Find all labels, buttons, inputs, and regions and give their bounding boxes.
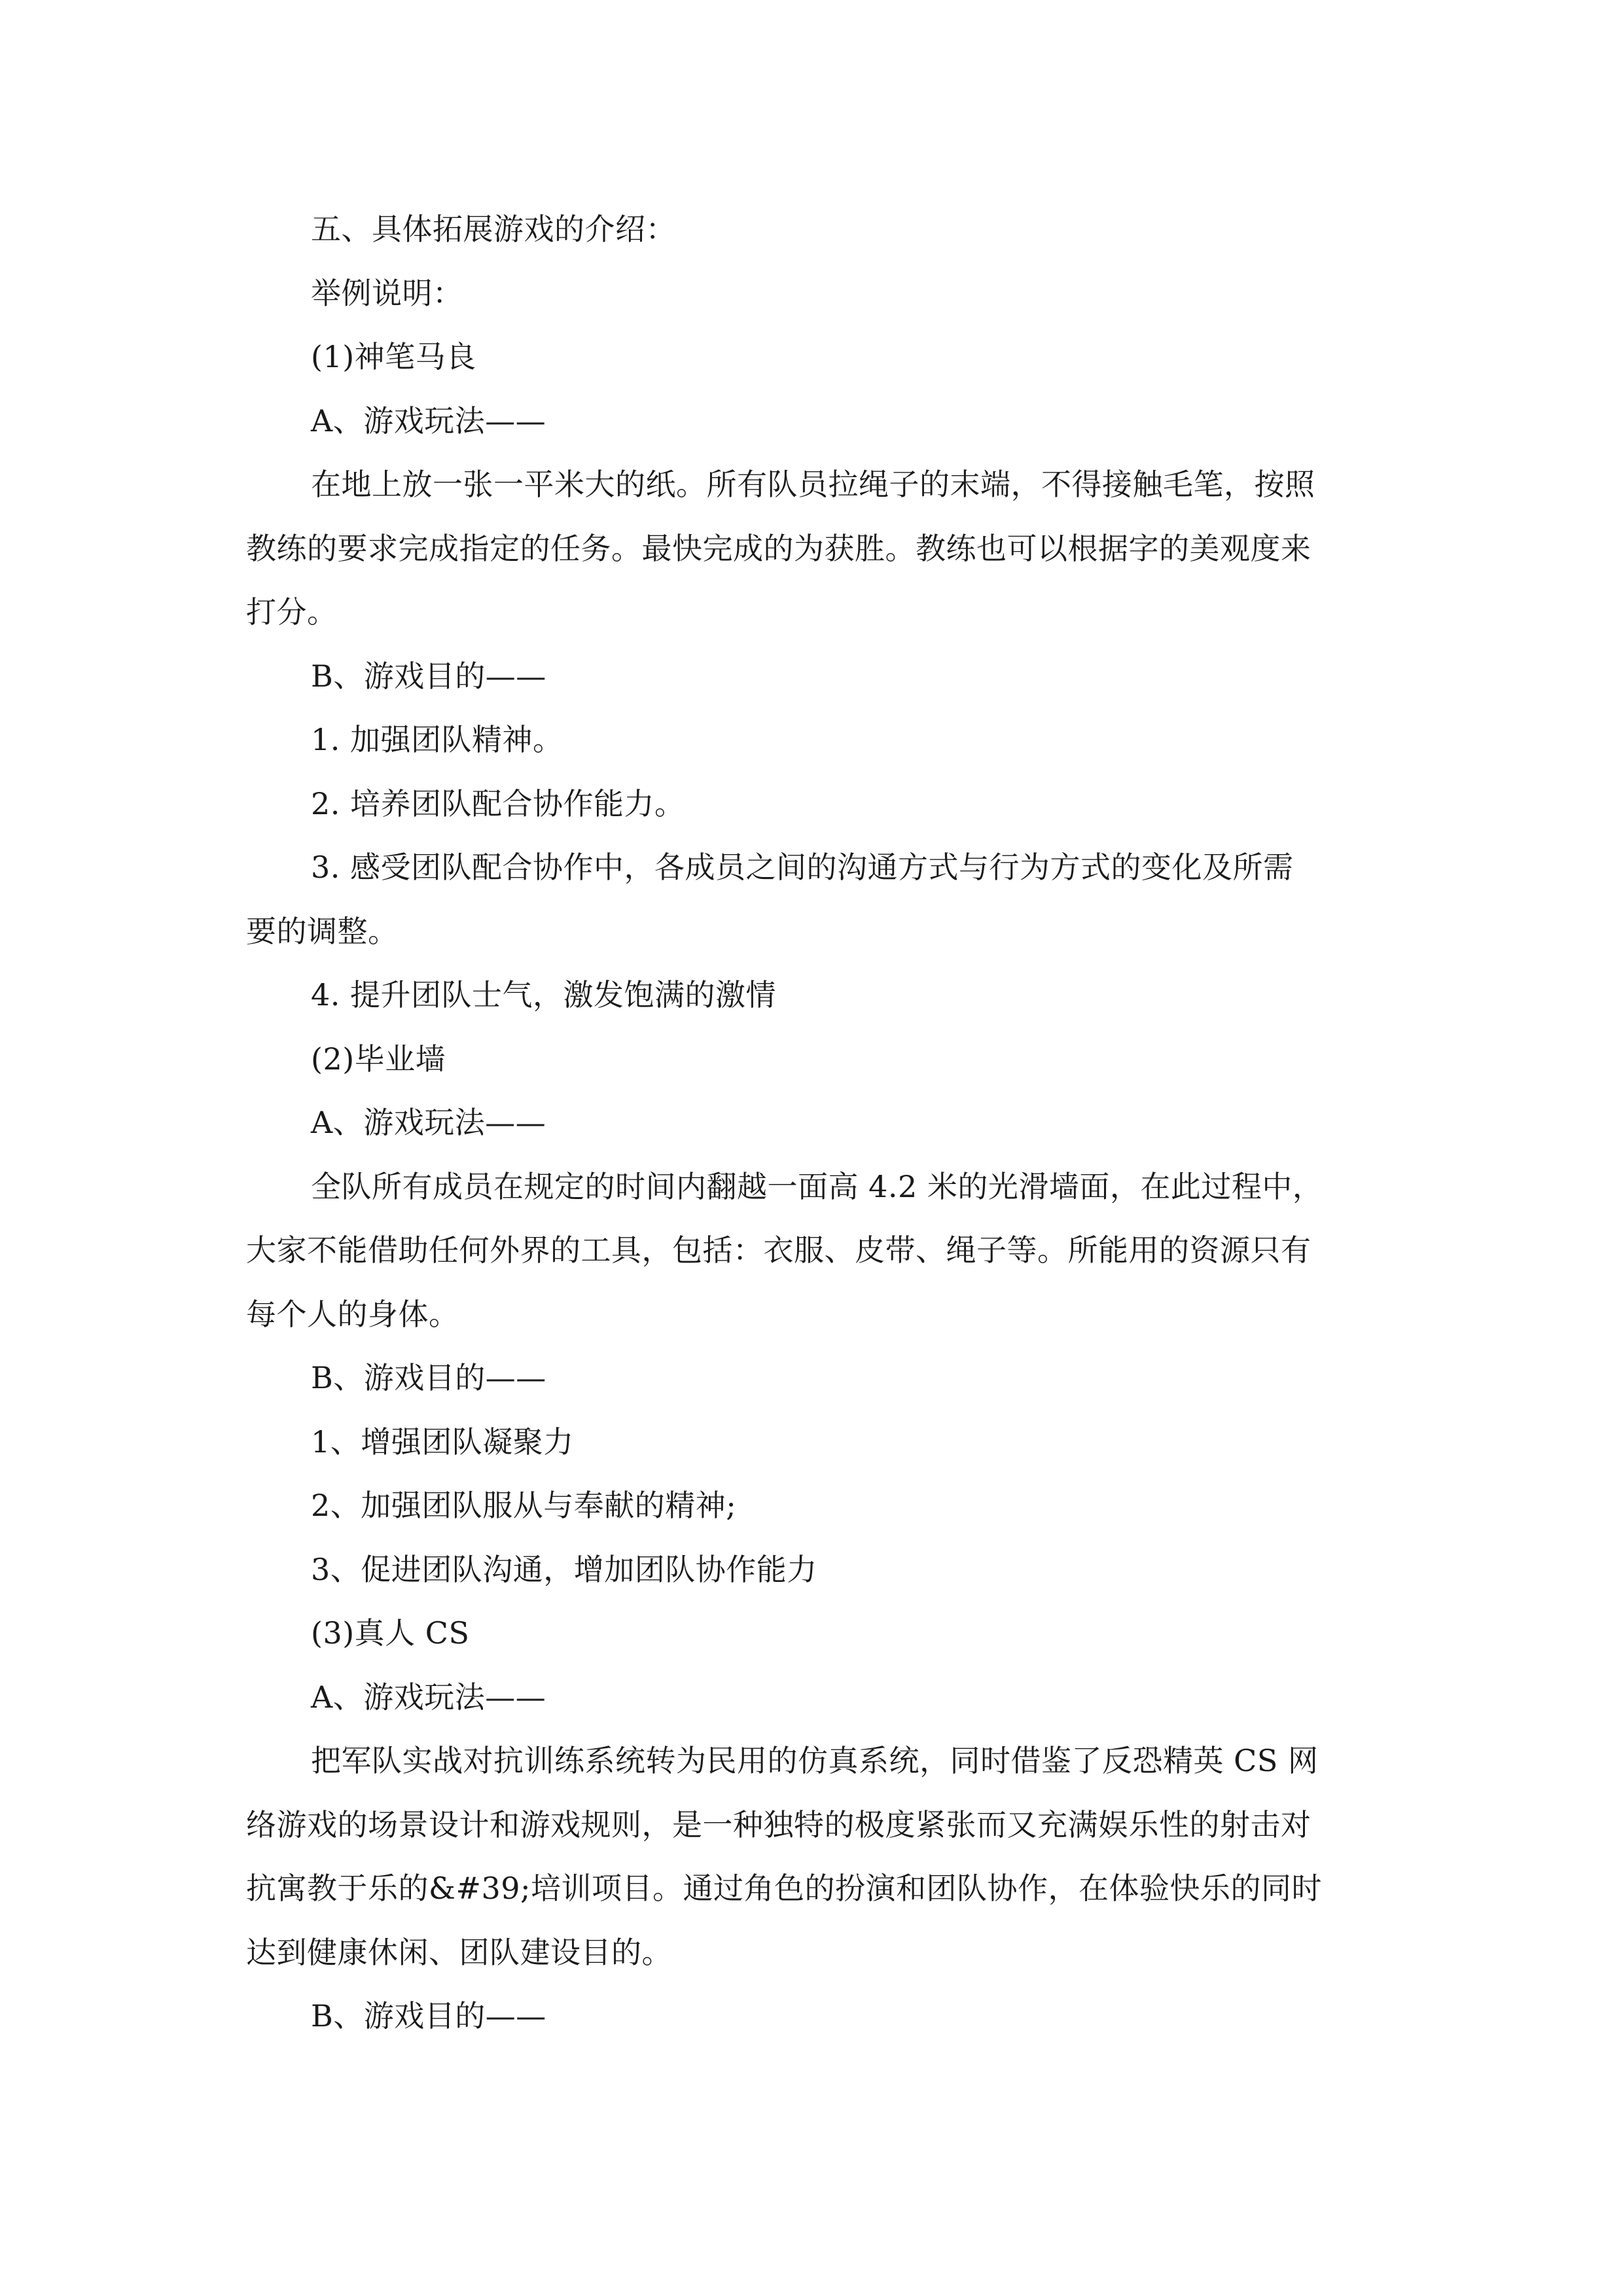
- game2-title: (2)毕业墙: [311, 1041, 446, 1077]
- game1-goal: 要的调整。: [246, 914, 399, 949]
- game2-goal: 3、促进团队沟通，增加团队协作能力: [311, 1552, 817, 1587]
- game2-goal: 1、增强团队凝聚力: [311, 1424, 574, 1460]
- game1-goal: 1. 加强团队精神。: [311, 722, 563, 757]
- game1-rules-line: 打分。: [246, 594, 338, 630]
- game1-rules-line: 在地上放一张一平米大的纸。所有队员拉绳子的末端，不得接触毛笔，按照: [311, 467, 1315, 502]
- game1-goal: 3. 感受团队配合协作中，各成员之间的沟通方式与行为方式的变化及所需: [311, 850, 1294, 885]
- game3-rules-heading: A、游戏玩法——: [311, 1679, 546, 1715]
- example-intro: 举例说明：: [311, 276, 463, 311]
- game1-goal: 4. 提升团队士气，激发饱满的激情: [311, 977, 777, 1013]
- game2-rules-heading: A、游戏玩法——: [311, 1105, 546, 1140]
- game1-rules-heading: A、游戏玩法——: [311, 403, 546, 439]
- game3-rules-line: 达到健康休闲、团队建设目的。: [246, 1935, 672, 1970]
- game2-rules-line: 全队所有成员在规定的时间内翻越一面高 4.2 米的光滑墙面，在此过程中，: [311, 1169, 1323, 1204]
- game1-goal: 2. 培养团队配合协作能力。: [311, 786, 685, 821]
- game2-goals-heading: B、游戏目的——: [311, 1360, 546, 1395]
- section-heading: 五、具体拓展游戏的介绍：: [311, 211, 676, 247]
- game1-title: (1)神笔马良: [311, 339, 476, 374]
- game1-rules-line: 教练的要求完成指定的任务。最快完成的为获胜。教练也可以根据字的美观度来: [246, 531, 1311, 566]
- game3-rules-line: 把军队实战对抗训练系统转为民用的仿真系统，同时借鉴了反恐精英 CS 网: [311, 1743, 1319, 1778]
- game2-rules-line: 每个人的身体。: [246, 1297, 459, 1332]
- game1-goals-heading: B、游戏目的——: [311, 658, 546, 694]
- game3-goals-heading: B、游戏目的——: [311, 1998, 546, 2034]
- game2-rules-line: 大家不能借助任何外界的工具，包括：衣服、皮带、绳子等。所能用的资源只有: [246, 1232, 1311, 1268]
- game2-goal: 2、加强团队服从与奉献的精神;: [311, 1488, 737, 1523]
- game3-rules-line: 络游戏的场景设计和游戏规则，是一种独特的极度紧张而又充满娱乐性的射击对: [246, 1807, 1311, 1842]
- game3-title: (3)真人 CS: [311, 1615, 470, 1651]
- game3-rules-line: 抗寓教于乐的&#39;培训项目。通过角色的扮演和团队协作，在体验快乐的同时: [246, 1871, 1323, 1906]
